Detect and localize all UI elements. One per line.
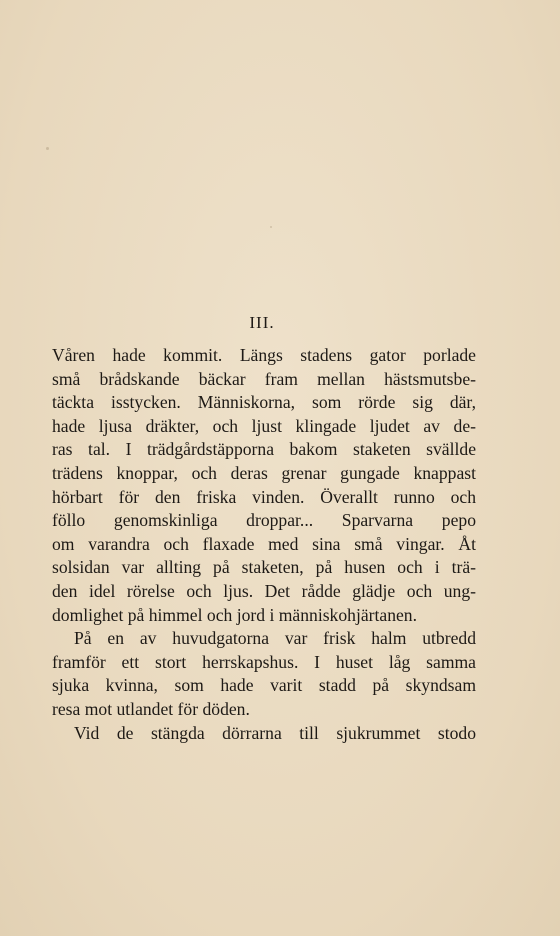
text-line: solsidan var allting på staketen, på husen och i trä- xyxy=(52,557,476,578)
text-line: hade ljusa dräkter, och ljust klingade ljudet av de- xyxy=(52,415,476,436)
text-line: framför ett stort herrskapshus. I huset låg samma xyxy=(52,651,476,672)
text-line: trädens knoppar, och deras grenar gungade knappast xyxy=(52,462,476,483)
text-line: små brådskande bäckar fram mellan hästsmutsbe- xyxy=(52,368,476,389)
text-line: Vid de stängda dörrarna till sjukrummet stodo xyxy=(74,722,476,743)
text-line: täckta isstycken. Människorna, som rörde sig där, xyxy=(52,392,476,413)
text-line: den idel rörelse och ljus. Det rådde glädje och ung- xyxy=(52,580,476,601)
text-line: Våren hade kommit. Längs stadens gator porlade xyxy=(52,345,476,365)
text-line: sjuka kvinna, som hade varit stadd på skyndsam xyxy=(52,675,476,696)
text-line: domlighet på himmel och jord i människohjärtanen. xyxy=(52,604,417,625)
body-text xyxy=(52,344,476,745)
text-line: På en av huvudgatorna var frisk halm utbredd xyxy=(74,628,476,649)
text-line: föllo genomskinliga droppar... Sparvarna pepo xyxy=(52,510,476,531)
text-line: hörbart för den friska vinden. Överallt runno och xyxy=(52,486,476,507)
paper-spot xyxy=(46,147,49,150)
paper-spot xyxy=(270,226,272,228)
text-line: om varandra och flaxade med sina små vingar. Åt xyxy=(52,533,476,554)
text-line: resa mot utlandet för döden. xyxy=(52,698,250,719)
text-line: ras tal. I trädgårdstäpporna bakom staketen svällde xyxy=(52,439,476,460)
chapter-heading: III. xyxy=(249,313,275,332)
